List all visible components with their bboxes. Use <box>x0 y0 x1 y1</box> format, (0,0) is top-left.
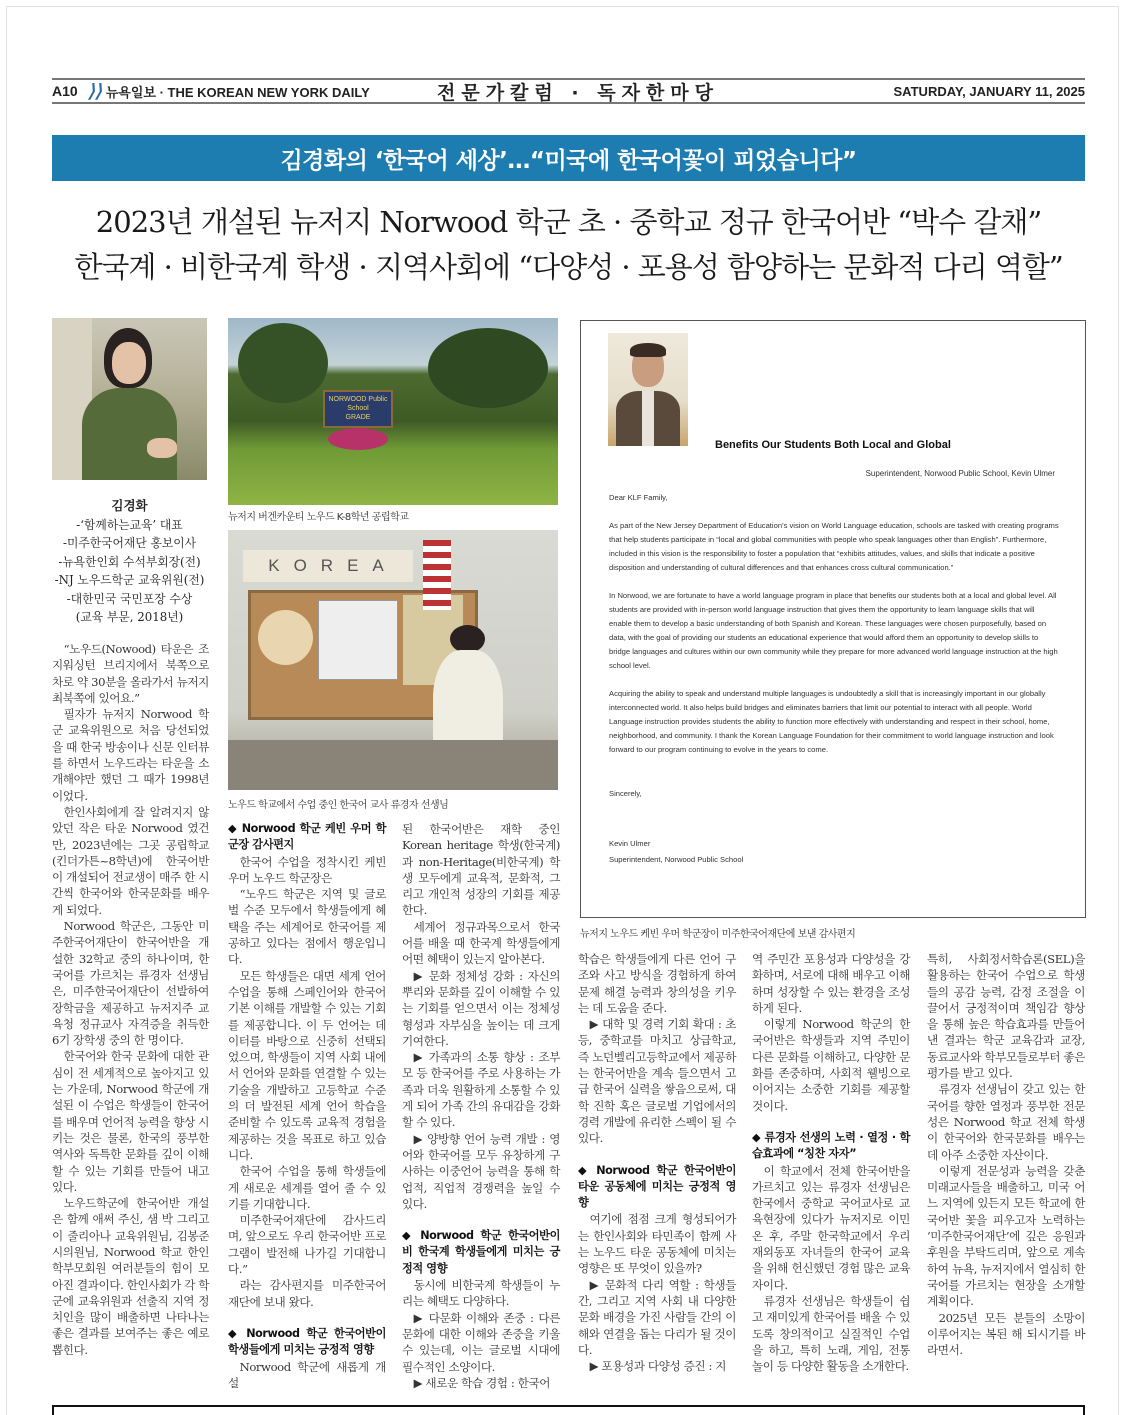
newspaper-logo-icon: ⟩⟩ <box>87 80 102 101</box>
paragraph: ▶ 포용성과 다양성 증진 : 지 <box>589 1359 727 1374</box>
profile-line: -뉴욕한인회 수석부회장(전) <box>58 554 201 569</box>
profile-line: -‘함께하는교육’ 대표 <box>76 517 183 532</box>
paragraph: 한인사회에게 잘 알려지지 않았던 작은 타운 Norwood 였건만, 2023년에는 그곳 공립학교(킨더가튼~8학년)에 한국어반이 개설되어 전교생이 매주 한 시간씩 한국어와 한국문화를 배우게 되었다. <box>52 804 209 917</box>
paragraph: 여기에 점점 크게 형성되어가는 한인사회와 타민족이 함께 사는 노우드 타운 공동체에 미치는 영향은 또 무엇이 있을까? <box>578 1212 736 1276</box>
paragraph: 세계어 정규과목으로서 한국어를 배울 때 한국계 학생들에게 어떤 혜택이 있는지 알아본다. <box>402 919 560 967</box>
author-name: 김경화 <box>111 498 148 513</box>
letter-signature-name: Kevin Ulmer <box>609 839 651 848</box>
article-column-6 <box>927 951 1085 1358</box>
letter-greeting: Dear KLF Family, <box>609 493 668 502</box>
paragraph: ▶ 가족과의 소통 향상 : 조부모 등 한국어를 주로 사용하는 가족과 더욱 원활하게 소통할 수 있게 되어 가족 간의 유대감을 강화할 수 있다. <box>402 1050 560 1130</box>
paragraph: ▶ 다문화 이해와 존중 : 다른 문화에 대한 이해와 존중을 키울 수 있는데, 이는 글로벌 시대에 필수적인 소양이다. <box>402 1310 560 1374</box>
paragraph: 한국어 수업을 통해 학생들에게 새로운 세계를 열어 줄 수 있기를 기대합니다. <box>228 1164 386 1211</box>
thank-you-letter <box>580 320 1086 918</box>
next-article-border <box>52 1405 1085 1415</box>
profile-line: -NJ 노우드학군 교육위원(전) <box>54 573 205 587</box>
paragraph: Norwood 학군에 새롭게 개설 <box>228 1359 386 1390</box>
section-title: 전문가칼럼 · 독자한마당 <box>437 81 719 104</box>
article-column-2 <box>228 821 386 1391</box>
paragraph: 동시에 비한국계 학생들이 누리는 혜택도 다양하다. <box>402 1278 560 1309</box>
profile-line: -대한민국 국민포장 수상 <box>66 591 193 606</box>
subheading: ◆ Norwood 학군 한국어반이 비 한국계 학생들에게 미치는 긍정적 영향 <box>402 1228 560 1277</box>
classroom-photo <box>228 530 558 790</box>
paragraph: 라는 감사편지를 미주한국어재단에 보내 왔다. <box>228 1278 386 1309</box>
letter-caption: 뉴저지 노우드 케빈 우머 학군장이 미주한국어재단에 보낸 감사편지 <box>580 929 856 940</box>
school-photo <box>228 318 558 505</box>
paragraph: 이렇게 Norwood 학군의 한국어반은 학생들과 지역 주민이 다른 문화를 이해하고, 다양한 문화를 존중하며, 사회적 웰빙으로 이어지는 소중한 기회를 제공할 것이다. <box>752 1017 910 1113</box>
paragraph: ▶ 문화적 다리 역할 : 학생들 간, 그리고 지역 사회 내 다양한 문화 배경을 가진 사람들 간의 이해와 연결을 돕는 다리가 될 것이다. <box>578 1277 736 1357</box>
paragraph: 특히, 사회정서학습론(SEL)을 활용하는 한국어 수업으로 학생들의 공감 능력, 감정 조절을 이끌어서 긍정적이며 책임감 향상을 통해 높은 학습효과를 만들어 낸 결과는 학군 교육감과 교장, 동료교사와 학부모들로부터 좋은 평가를 받고 있다. <box>927 952 1085 1081</box>
paragraph: 모든 학생들은 대면 세계 언어 수업을 통해 스페인어와 한국어 기본 이해를 개발할 수 있는 기회를 제공합니다. 이 두 언어는 데이터를 바탕으로 신중히 선택되었으며, 학생들이 지역 사회 내에서 언어와 문화를 연결할 수 있는 기술을 개발하고 고등학교 수준의 더 발전된 세계 언어 학습을 준비할 수 있도록 교육적 경험을 제공하는 것을 목표로 하고 있습니다. <box>228 968 386 1162</box>
paragraph: 류경자 선생님은 학생들이 쉽고 재미있게 한국어를 배울 수 있도록 창의적이고 실질적인 수업을 하고, 특히 노래, 게임, 전통 놀이 등 다양한 활동을 소개한다. <box>752 1293 910 1374</box>
newspaper-name: 뉴욕일보 · THE KOREAN NEW YORK DAILY <box>105 84 370 100</box>
letter-byline: Superintendent, Norwood Public School, Kevin Ulmer <box>865 469 1055 478</box>
subheading: ◆ Norwood 학군 한국어반이 학생들에게 미치는 긍정적 영향 <box>228 1326 386 1359</box>
school-photo-caption: 뉴저지 버겐카운티 노우드 K-8학년 공립학교 <box>228 512 409 523</box>
paragraph: 미주한국어재단에 감사드리며, 앞으로도 우리 한국어반 프로그램이 발전해 나가길 기대합니다.” <box>228 1213 386 1277</box>
paragraph: 된 한국어반은 재학 중인 Korean heritage 학생(한국계)과 non-Heritage(비한국계) 학생 모두에게 교육적, 문화적, 그리고 개인적 성장의 기회를 제공한다. <box>402 822 560 918</box>
paragraph: 류경자 선생님이 갖고 있는 한국어를 향한 열정과 풍부한 전문성은 Norwood 학교 전체 학생이 한국어와 한국문화를 배우는데 아주 소중한 자산이다. <box>927 1082 1085 1162</box>
letter-signature-title: Superintendent, Norwood Public School <box>609 855 744 864</box>
paragraph: 노우드학군에 한국어반 개설은 함께 애써 주신, 샘 박 그리고 이 줄리아나 교육위원님, 김봉준 시의원님, Norwood 학교 한인학부모회원 여러분들의 힘이 모아진 결과이다. 한인사회가 각 학군에 교육위원과 선출직 지역 정치인을 많이 배출하면 나타나는 좋은 결과를 보여주는 좋은 예로 뽑힌다. <box>52 1196 209 1357</box>
article-column-1 <box>52 641 209 1358</box>
paragraph: 2025년 모든 분들의 소망이 이루어지는 복된 해 되시기를 바라면서. <box>927 1310 1085 1358</box>
subheading: ◆ Norwood 학군 케빈 우머 학군장 감사편지 <box>228 821 386 854</box>
article-column-3 <box>402 821 560 1391</box>
headline-main: 2023년 개설된 뉴저지 Norwood 학군 초 · 중학교 정규 한국어반 “박수 갈채” <box>95 205 1042 239</box>
paragraph: ▶ 대학 및 경력 기회 확대 : 초등, 중학교를 마치고 상급학교, 즉 노던벨리고등학교에서 제공하는 한국어반을 계속 들으면서 고급 한국어 실력을 쌓음으로써, 대학 진학 혹은 글로벌 기업에서의 경력 개발에 유리한 스펙이 될 수 있다. <box>578 1017 736 1146</box>
issue-date: SATURDAY, JANUARY 11, 2025 <box>893 83 1085 99</box>
paragraph: ▶ 양방향 언어 능력 개발 : 영어와 한국어를 모두 유창하게 구사하는 이중언어 능력을 통해 학업적, 직업적 경쟁력을 높일 수 있다. <box>402 1131 560 1211</box>
profile-line: -미주한국어재단 홍보이사 <box>62 536 197 550</box>
author-photo <box>52 318 207 480</box>
paragraph: 필자가 뉴저지 Norwood 학군 교육위원으로 처음 당선되었을 때 한국 방송이나 신문 인터뷰를 하면서 노우드라는 타운을 소개해야만 했던 그 때가 1998년이었다. <box>52 707 209 803</box>
paragraph: 한국어 수업을 정착시킨 케빈 우머 노우드 학군장은 <box>228 854 386 885</box>
page-number: A10 <box>52 83 78 99</box>
subheading: ◆ 류경자 선생의 노력 · 열정 · 학습효과에 “칭찬 자자” <box>752 1130 910 1163</box>
column-banner: 김경화의 ‘한국어 세상’…“미국에 한국어꽃이 피었습니다” <box>52 135 1085 181</box>
superintendent-photo <box>608 333 688 446</box>
school-sign <box>323 390 393 428</box>
letter-paragraph: As part of the New Jersey Department of Education’s vision on World Language education, schools are tasked with creating programs that help students participate in “local and global communities with people who speak languages other than English”. Furthermore, included in this vision is the responsibility to foster a population that “exhibits attitudes, values, and skills that indicate a positive disposition and understanding of cultural differences and that enhances cross cultural communication.” <box>609 521 1059 572</box>
letter-title: Benefits Our Students Both Local and Global <box>715 439 951 451</box>
letter-paragraph: In Norwood, we are fortunate to have a world language program in place that benefits our students both at a local and global level. All students are provided with in-person world language instruction that gives them the opportunity to learn language skills that will enable them to develop a basic understanding of both Spanish and Korean. These languages were chosen purposefully, based on data, with the goal of providing our students an educational experience that would afford them an opportunity to develop skills to bridge languages and cultures within our own community while they prepare for more advanced world language instruction at the high school level. <box>609 591 1058 670</box>
paragraph: 이 학교에서 전체 한국어반을 가르치고 있는 류경자 선생님은 한국에서 중학교 국어교사로 교육현장에 있다가 뉴저지로 이민 온 후, 주말 한국학교에서 우리 재외동포 자녀들의 한국어 교육을 위해 헌신했던 경험 많은 교육자이다. <box>752 1163 910 1292</box>
author-profile <box>52 497 207 627</box>
page-header <box>52 78 1085 104</box>
paragraph: ▶ 새로운 학습 경험 : 한국어 <box>413 1375 551 1390</box>
paragraph: “노우드 학군은 지역 및 글로벌 수준 모두에서 학생들에게 혜택을 주는 세계어로 한국어를 제공하고 있다는 점에서 행운입니다. <box>228 887 386 967</box>
korea-banner: KOREA <box>243 550 413 582</box>
sign-grade: GRADE <box>345 414 371 421</box>
profile-line: (교육 부문, 2018년) <box>75 610 184 624</box>
paragraph: 역 주민간 포용성과 다양성을 강화하며, 서로에 대해 배우고 이해하며 성장할 수 있는 환경을 조성하게 된다. <box>752 952 910 1015</box>
headline-sub: 한국계 · 비한국계 학생 · 지역사회에 “다양성 · 포용성 함양하는 문화적 다리 역할” <box>74 250 1063 284</box>
paragraph: 이렇게 전문성과 능력을 갖춘 미래교사들을 배출하고, 미국 어느 지역에 있든지 모든 학교에 한국어반 꽃을 피우고자 노력하는 ‘미주한국어재단’에 깊은 응원과 후원을 부탁드리며, 앞으로 계속하여 뉴욕, 뉴저지에서 열심히 한국어를 가르치는 현장을 소개할 계획이다. <box>927 1163 1085 1309</box>
paragraph: “노우드(Nowood) 타운은 조지워싱턴 브리지에서 북쪽으로 차로 약 30분을 올라가서 뉴저지 최북쪽에 있어요.” <box>52 642 209 705</box>
paragraph: Norwood 학군은, 그동안 미주한국어재단이 한국어반을 개설한 32학교 중의 하나이며, 한국어를 가르치는 류경자 선생님은, 미주한국어재단이 선발하여 장학금을 제공하고 뉴저지주 교육청 정규교사 자격증을 취득한 6기 장학생 중의 한 명이다. <box>52 919 209 1048</box>
article-column-4 <box>578 951 736 1374</box>
paragraph: ▶ 문화 정체성 강화 : 자신의 뿌리와 문화를 깊이 이해할 수 있는 기회를 얻으면서 이는 정체성 형성과 자부심을 높이는 데 크게 기여한다. <box>402 968 560 1048</box>
letter-paragraph: Acquiring the ability to speak and understand multiple languages is undoubtedly a skill that is increasingly important in our globally interconnected world. It also helps build bridges and eliminates barriers that limit our potential to interact with all people. World Language instruction provides students the ability to function more effectively with understanding and respect in their school, home, neighborhood, and community. I thank the Korean Language Foundation for their commitment to world language instruction and look forward to our program continuing to evolve in the years to come. <box>609 689 1054 754</box>
article-column-5 <box>752 951 910 1374</box>
letter-closing: Sincerely, <box>609 789 642 798</box>
classroom-photo-caption: 노우드 학교에서 수업 중인 한국어 교사 류경자 선생님 <box>228 800 449 811</box>
paragraph: 학습은 학생들에게 다른 언어 구조와 사고 방식을 경험하게 하여 문제 해결 능력과 창의성을 키우는 데 도움을 준다. <box>578 952 736 1015</box>
subheading: ◆ Norwood 학군 한국어반이 타운 공동체에 미치는 긍정적 영향 <box>578 1163 736 1212</box>
paragraph: 한국어와 한국 문화에 대한 관심이 전 세계적으로 높아지고 있는 가운데, Norwood 학군에 개설된 이 수업은 학생들이 한국어를 배우며 언어적 능력을 향상 시키는 것은 물론, 한국의 풍부한 역사와 독특한 문화를 깊이 이해할 수 있는 기회를 만들어 내고 있다. <box>52 1049 209 1194</box>
sign-text: NORWOOD Public School <box>328 396 388 412</box>
